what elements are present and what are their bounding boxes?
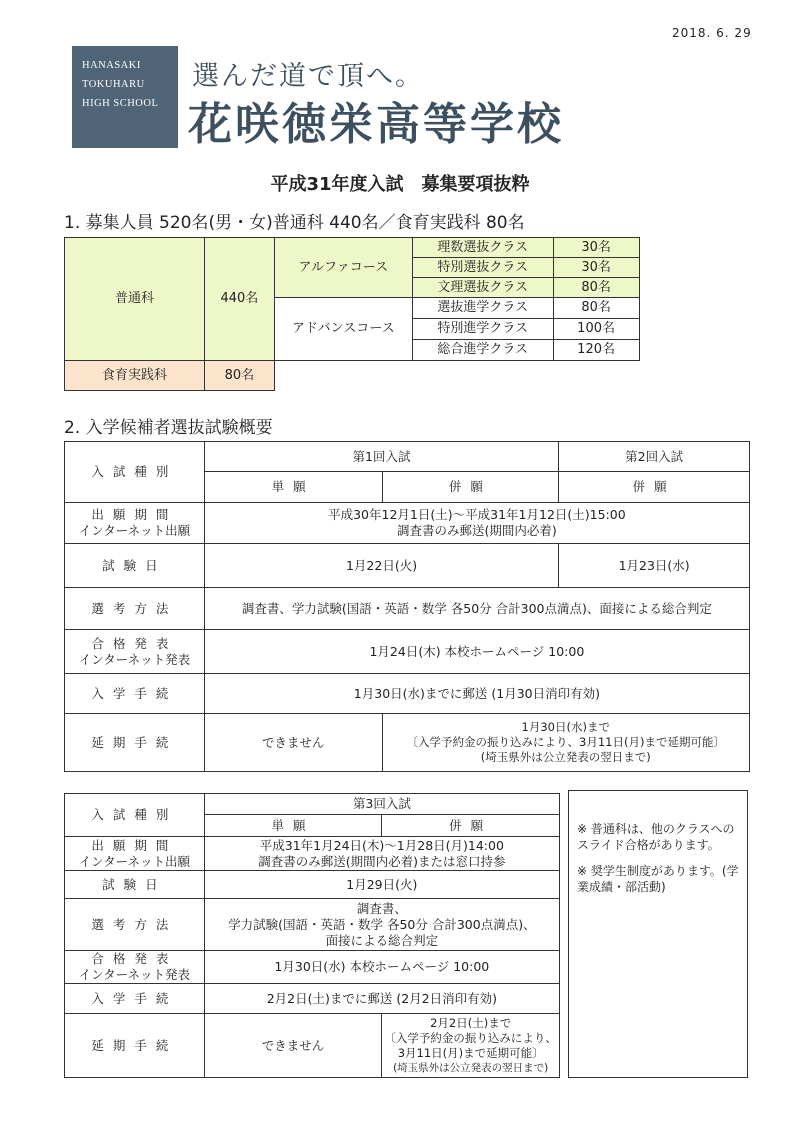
apply-label-line: インターネット出願 [78, 523, 191, 538]
notes-box [568, 790, 748, 1078]
class-name: 文理選抜クラス [412, 278, 553, 298]
futsuka-count: 440名 [204, 238, 274, 361]
heigan-header-round2: 併願 [559, 472, 750, 503]
section2-heading: 2. 入学候補者選抜試験概要 [64, 418, 273, 438]
apply-label-line: 出願期間 [91, 507, 178, 522]
exam-date-round1: 1月22日(火) [204, 544, 558, 588]
method-label: 選考方法 [65, 588, 205, 630]
apply-label [65, 503, 205, 544]
apply-value [204, 503, 749, 544]
method-value [204, 899, 559, 951]
futsuka-label: 普通科 [65, 238, 205, 361]
method-value-line: 調査書、 [356, 900, 407, 916]
method-label: 選考方法 [65, 899, 205, 951]
heigan-header: 併願 [382, 472, 559, 503]
tangan-header: 単願 [204, 815, 382, 837]
result-label-line: 合格発表 [91, 951, 178, 966]
result-value: 1月30日(水) 本校ホームページ 10:00 [204, 951, 559, 984]
class-name: 理数選抜クラス [412, 238, 553, 258]
type-label: 入試種別 [65, 442, 205, 503]
exam-label: 試験日 [65, 871, 205, 899]
class-name: 総合進学クラス [412, 340, 553, 361]
class-count: 80名 [553, 298, 639, 319]
logo-line: HIGH SCHOOL [82, 98, 159, 109]
shokuiku-count: 80名 [204, 361, 274, 391]
method-value: 調査書、学力試験(国語・英語・数学 各50分 合計300点満点)、面接による総合判定 [204, 588, 749, 630]
apply-value-line: 平成30年12月1日(土)～平成31年1月12日(土)15:00 [328, 507, 626, 522]
class-name: 特別選抜クラス [412, 258, 553, 278]
exam-table-round3 [64, 793, 560, 1078]
section1-heading: 1. 募集人員 520名(男・女)普通科 440名／食育実践科 80名 [64, 213, 525, 233]
school-name: 花咲徳栄高等学校 [188, 99, 564, 150]
enroll-value: 2月2日(土)までに郵送 (2月2日消印有効) [204, 984, 559, 1014]
alpha-course: アルファコース [274, 238, 412, 298]
result-label [65, 630, 205, 674]
exam-label: 試験日 [65, 544, 205, 588]
enroll-value: 1月30日(水)までに郵送 (1月30日消印有効) [204, 674, 749, 714]
method-value-line: 学力試験(国語・英語・数学 各50分 合計300点満点)、 [228, 916, 536, 932]
apply-value [204, 837, 559, 871]
round3-header: 第3回入試 [204, 794, 559, 815]
enroll-label: 入学手続 [65, 674, 205, 714]
apply-value-line: 調査書のみ郵送(期間内必着) [397, 523, 557, 538]
result-label-line: 合格発表 [91, 635, 178, 651]
apply-value-line: 調査書のみ郵送(期間内必着)または窓口持参 [258, 853, 506, 869]
method-value-line: 面接による総合判定 [325, 932, 439, 948]
apply-label-line: インターネット出願 [78, 853, 191, 869]
class-count: 80名 [553, 278, 639, 298]
defer-tangan: できません [204, 714, 382, 772]
logo-line: TOKUHARU [82, 79, 145, 90]
note-scholarship: ※ 奨学生制度があります。(学業成績・部活動) [577, 864, 739, 894]
enrollment-table [64, 237, 744, 391]
document-date: 2018. 6. 29 [672, 26, 752, 40]
exam-date: 1月29日(火) [204, 871, 559, 899]
defer-heigan-line: (埼玉県外は公立発表の翌日まで) [393, 1061, 549, 1074]
apply-value-line: 平成31年1月24日(木)～1月28日(月)14:00 [259, 837, 504, 853]
result-value: 1月24日(木) 本校ホームページ 10:00 [204, 630, 749, 674]
exam-date-round2: 1月23日(水) [559, 544, 750, 588]
document-title: 平成31年度入試 募集要項抜粋 [270, 174, 530, 195]
logo-line: HANASAKI [82, 60, 141, 71]
apply-label [65, 837, 205, 871]
heigan-header: 併願 [382, 815, 560, 837]
enroll-label: 入学手続 [65, 984, 205, 1014]
defer-heigan-line: 3月11日(月)まで延期可能〕 [397, 1045, 544, 1060]
class-count: 30名 [553, 258, 639, 278]
class-name: 選抜進学クラス [412, 298, 553, 319]
round2-header: 第2回入試 [559, 442, 750, 472]
class-count: 30名 [553, 238, 639, 258]
tangan-header: 単願 [204, 472, 382, 503]
defer-heigan-line: 〔入学予約金の振り込みにより、3月11日(月)まで延期可能〕 [406, 735, 725, 749]
note-scholarship-slide: ※ 普通科は、他のクラスへのスライド合格があります。 [577, 822, 735, 852]
advance-course: アドバンスコース [274, 298, 412, 361]
class-count: 100名 [553, 319, 639, 340]
slogan: 選んだ道で頂へ。 [192, 61, 424, 92]
result-label [65, 951, 205, 984]
type-label: 入試種別 [65, 794, 205, 837]
shokuiku-label: 食育実践科 [65, 361, 205, 391]
defer-heigan-line: 〔入学予約金の振り込みにより、 [384, 1030, 557, 1045]
defer-heigan [382, 714, 749, 772]
defer-tangan: できません [204, 1014, 382, 1078]
defer-label: 延期手続 [65, 714, 205, 772]
class-count: 120名 [553, 340, 639, 361]
defer-label: 延期手続 [65, 1014, 205, 1078]
result-label-line: インターネット発表 [78, 651, 191, 667]
exam-table-round1-2 [64, 441, 750, 772]
school-logo [72, 46, 178, 148]
round1-header: 第1回入試 [204, 442, 558, 472]
apply-label-line: 出願期間 [91, 837, 178, 853]
defer-heigan-line: (埼玉県外は公立発表の翌日まで) [480, 750, 651, 764]
defer-heigan [382, 1014, 560, 1078]
class-name: 特別進学クラス [412, 319, 553, 340]
defer-heigan-line: 1月30日(水)まで [521, 720, 610, 734]
result-label-line: インターネット発表 [78, 967, 191, 982]
defer-heigan-line: 2月2日(土)まで [430, 1015, 512, 1030]
